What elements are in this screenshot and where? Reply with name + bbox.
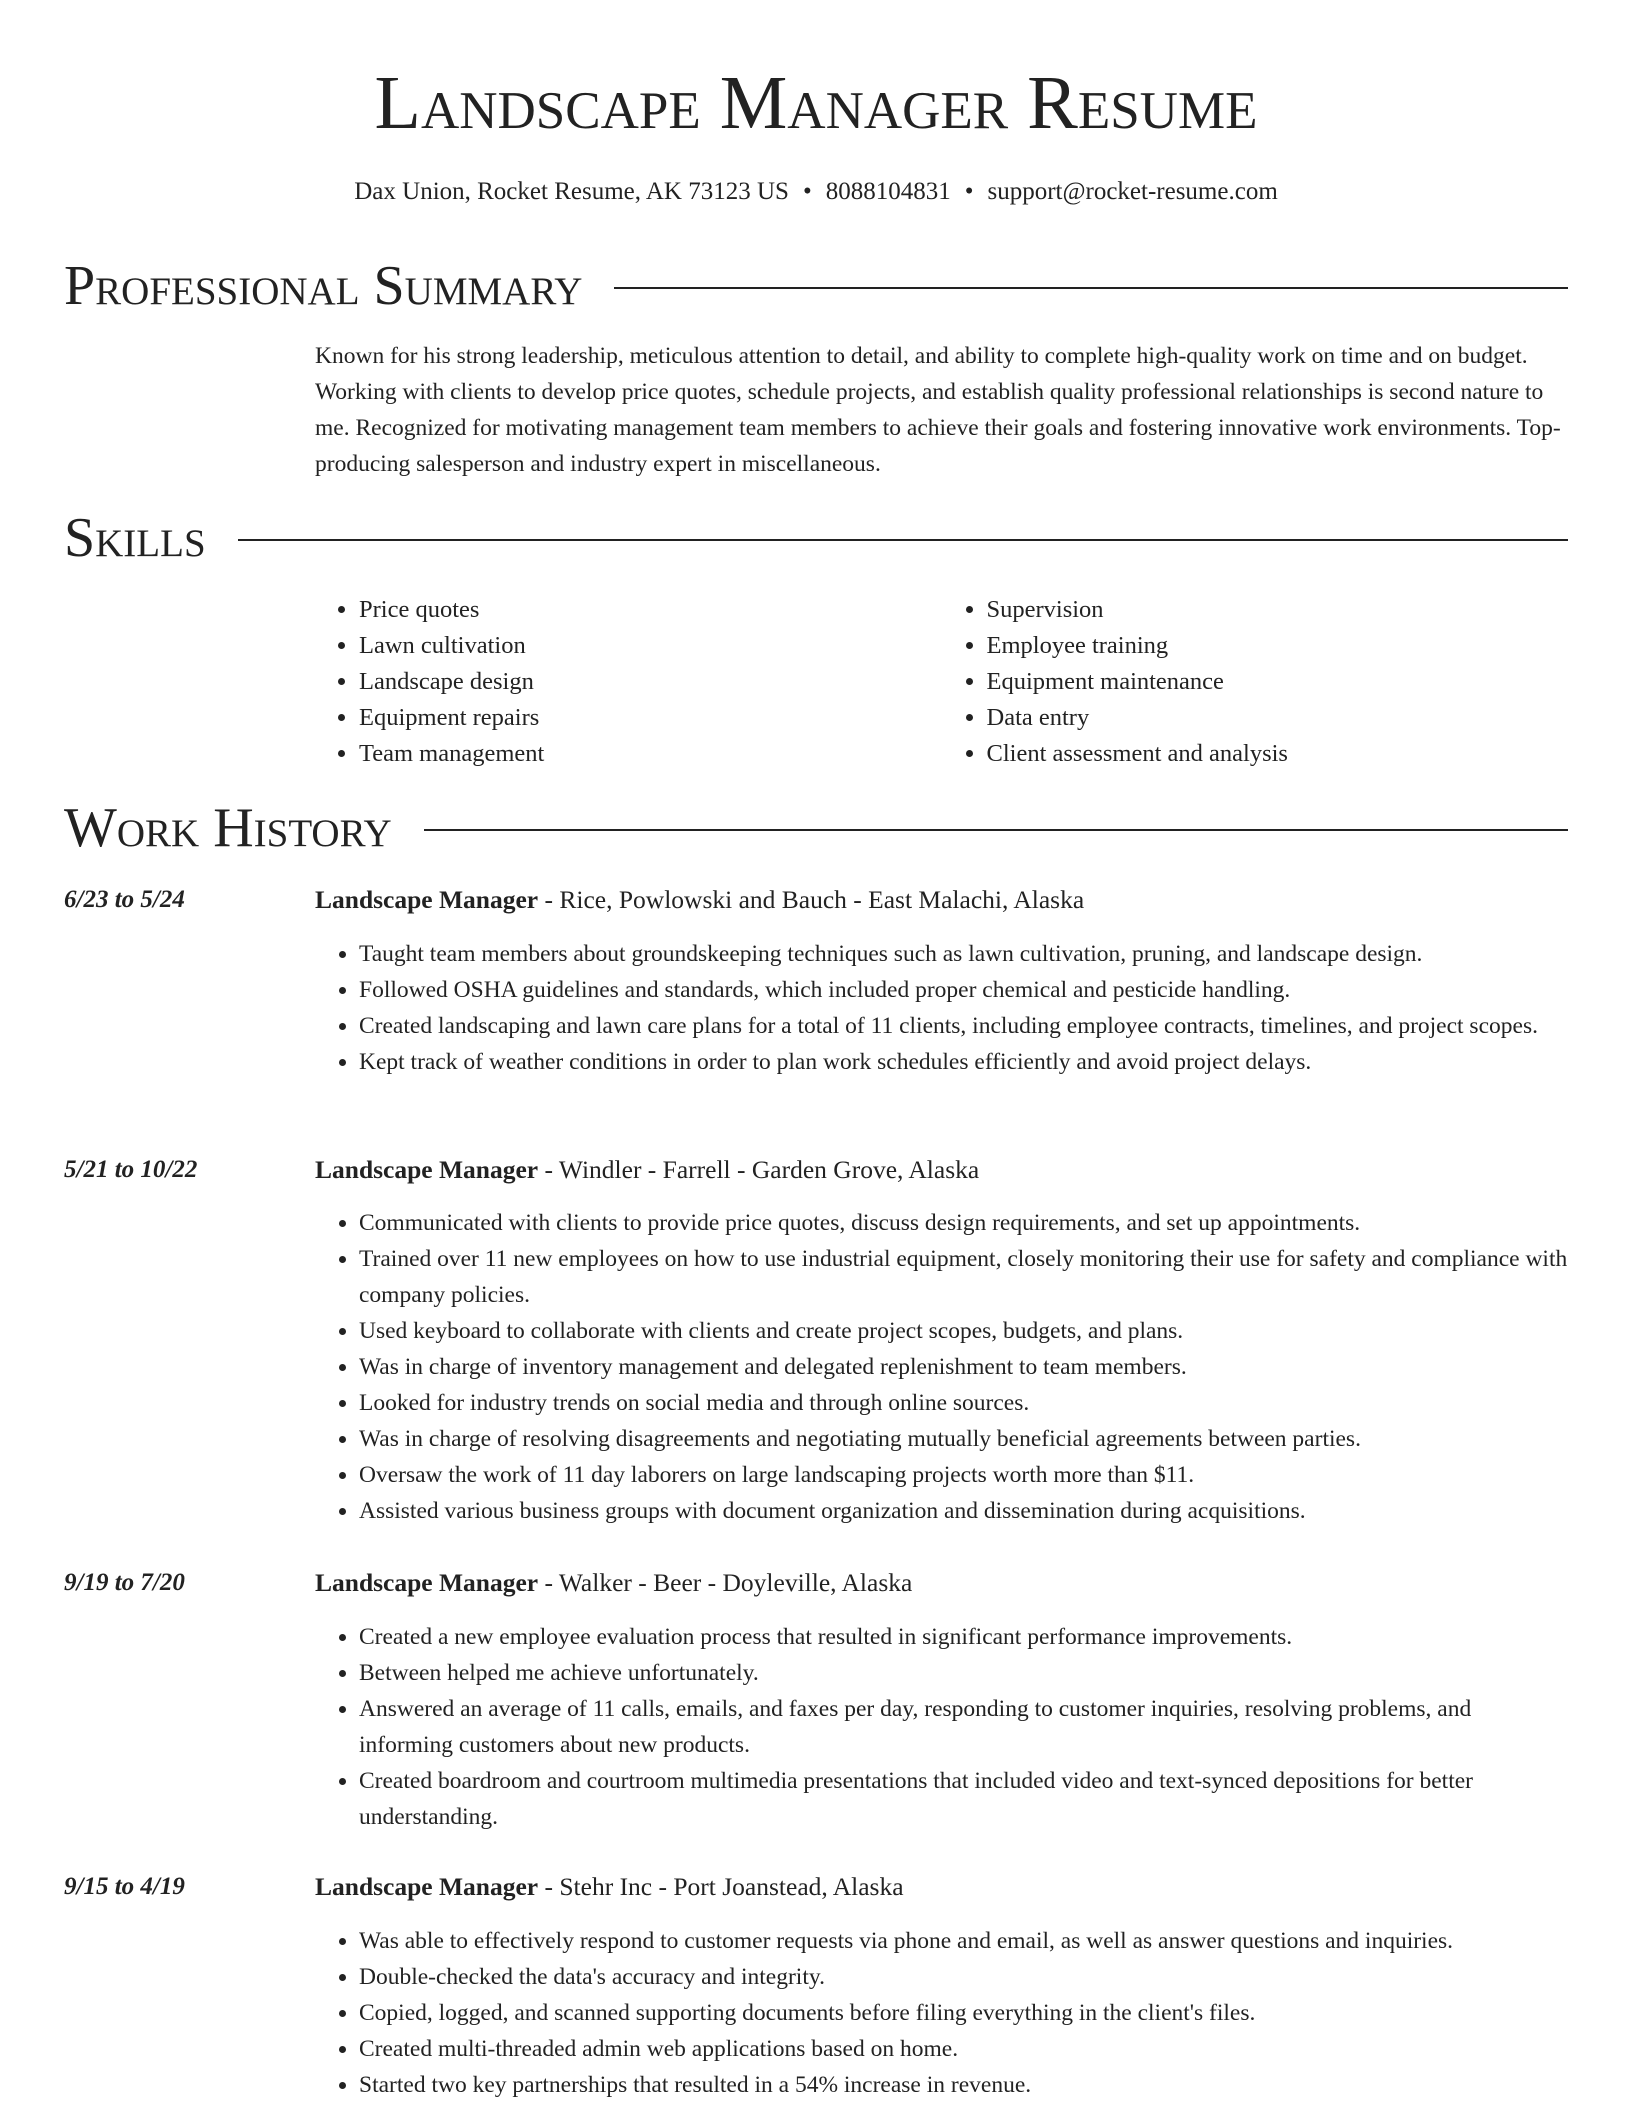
job-dates: 5/21 to 10/22 [64, 1156, 198, 1183]
contact-phone: 8088104831 [825, 178, 951, 205]
job-bullet: • Looked for industry trends on social media and through online sources. [359, 1385, 1570, 1421]
resume-title: Landscape Manager Resume [374, 61, 1258, 145]
job-heading [315, 882, 1570, 918]
section-divider [238, 539, 1568, 541]
summary-text: Known for his strong leadership, meticulous attention to detail, and ability to complete high-quality work on time and on budget. Working with clients to develop price quotes, schedule projects, and establish quality professional relationships is second nature to me. Recognized for motivating management team members to achieve their goals and fostering innovative work environments. Top-producing salesperson and industry expert in miscellaneous. [315, 343, 1561, 477]
skill-item: • Supervision [987, 592, 1571, 628]
section-header-summary [64, 254, 1568, 318]
contact-address: Dax Union, Rocket Resume, AK 73123 US [354, 178, 789, 205]
skills-column-right [943, 592, 1571, 772]
skill-item: • Team management [359, 736, 943, 772]
job-bullet: • Followed OSHA guidelines and standards, which included proper chemical and pesticide handling. [359, 972, 1570, 1008]
job-bullet: • Created landscaping and lawn care plans for a total of 11 clients, including employee contracts, timelines, and project scopes. [359, 1008, 1570, 1044]
job-bullet: • Created multi-threaded admin web applications based on home. [359, 2031, 1570, 2067]
job-heading [315, 1152, 1570, 1188]
section-header-work-history [64, 796, 1568, 860]
contact-line [0, 176, 1632, 208]
job-employer-location: - Stehr Inc - Port Joanstead, Alaska [538, 1872, 904, 1901]
job-bullet: • Created boardroom and courtroom multimedia presentations that included video and text-synced depositions for better understanding. [359, 1763, 1570, 1835]
job-bullet: • Started two key partnerships that resulted in a 54% increase in revenue. [359, 2067, 1570, 2103]
skill-item: • Equipment maintenance [987, 664, 1571, 700]
skills-column-left [315, 592, 943, 772]
job-bullet: • Double-checked the data's accuracy and integrity. [359, 1959, 1570, 1995]
job-employer-location: - Rice, Powlowski and Bauch - East Malachi, Alaska [538, 885, 1085, 914]
job-dates: 9/19 to 7/20 [64, 1569, 185, 1596]
skill-item: • Client assessment and analysis [987, 736, 1571, 772]
job-bullet: • Used keyboard to collaborate with clients and create project scopes, budgets, and plans. [359, 1313, 1570, 1349]
section-title-work-history: Work History [64, 797, 392, 859]
job-bullet: • Answered an average of 11 calls, emails, and faxes per day, responding to customer inquiries, resolving problems, and informing customers about new products. [359, 1691, 1570, 1763]
job-role: Landscape Manager [315, 1568, 539, 1597]
section-title-skills: Skills [64, 507, 206, 569]
job-heading [315, 1869, 1570, 1905]
job-employer-location: - Windler - Farrell - Garden Grove, Alaska [538, 1155, 980, 1184]
job-bullets [315, 1923, 1570, 2103]
job-bullet: • Copied, logged, and scanned supporting documents before filing everything in the client's files. [359, 1995, 1570, 2031]
job-bullets [315, 936, 1570, 1080]
job-bullet: • Was in charge of inventory management and delegated replenishment to team members. [359, 1349, 1570, 1385]
job-dates: 6/23 to 5/24 [64, 886, 185, 913]
job-bullet: • Was in charge of resolving disagreements and negotiating mutually beneficial agreements between parties. [359, 1421, 1570, 1457]
job-bullets [315, 1205, 1570, 1529]
skill-item: • Lawn cultivation [359, 628, 943, 664]
section-title-summary: Professional Summary [64, 255, 583, 317]
section-header-skills [64, 506, 1568, 570]
skill-item: • Equipment repairs [359, 700, 943, 736]
job-bullet: • Assisted various business groups with document organization and dissemination during acquisitions. [359, 1493, 1570, 1529]
job-bullet: • Taught team members about groundskeeping techniques such as lawn cultivation, pruning, and landscape design. [359, 936, 1570, 972]
job-role: Landscape Manager [315, 1872, 539, 1901]
job-bullet: • Created a new employee evaluation process that resulted in significant performance improvements. [359, 1619, 1570, 1655]
job-bullet: • Oversaw the work of 11 day laborers on large landscaping projects worth more than $11. [359, 1457, 1570, 1493]
job-employer-location: - Walker - Beer - Doyleville, Alaska [538, 1568, 913, 1597]
contact-separator: • [802, 178, 812, 205]
contact-separator: • [964, 178, 974, 205]
job-bullet: • Trained over 11 new employees on how to use industrial equipment, closely monitoring their use for safety and compliance with company policies. [359, 1241, 1570, 1313]
contact-email: support@rocket-resume.com [987, 178, 1278, 205]
job-bullet: • Between helped me achieve unfortunately. [359, 1655, 1570, 1691]
skill-item: • Employee training [987, 628, 1571, 664]
job-role: Landscape Manager [315, 1155, 539, 1184]
section-divider [614, 287, 1568, 289]
skill-item: • Data entry [987, 700, 1571, 736]
job-bullet: • Kept track of weather conditions in order to plan work schedules efficiently and avoid project delays. [359, 1044, 1570, 1080]
skill-item: • Price quotes [359, 592, 943, 628]
job-bullet: • Communicated with clients to provide price quotes, discuss design requirements, and set up appointments. [359, 1205, 1570, 1241]
job-bullets [315, 1619, 1570, 1835]
job-role: Landscape Manager [315, 885, 539, 914]
job-bullet: • Was able to effectively respond to customer requests via phone and email, as well as answer questions and inquiries. [359, 1923, 1570, 1959]
skill-item: • Landscape design [359, 664, 943, 700]
section-divider [424, 829, 1568, 831]
job-dates: 9/15 to 4/19 [64, 1873, 185, 1900]
skills-list [315, 592, 1570, 772]
job-heading [315, 1565, 1570, 1601]
